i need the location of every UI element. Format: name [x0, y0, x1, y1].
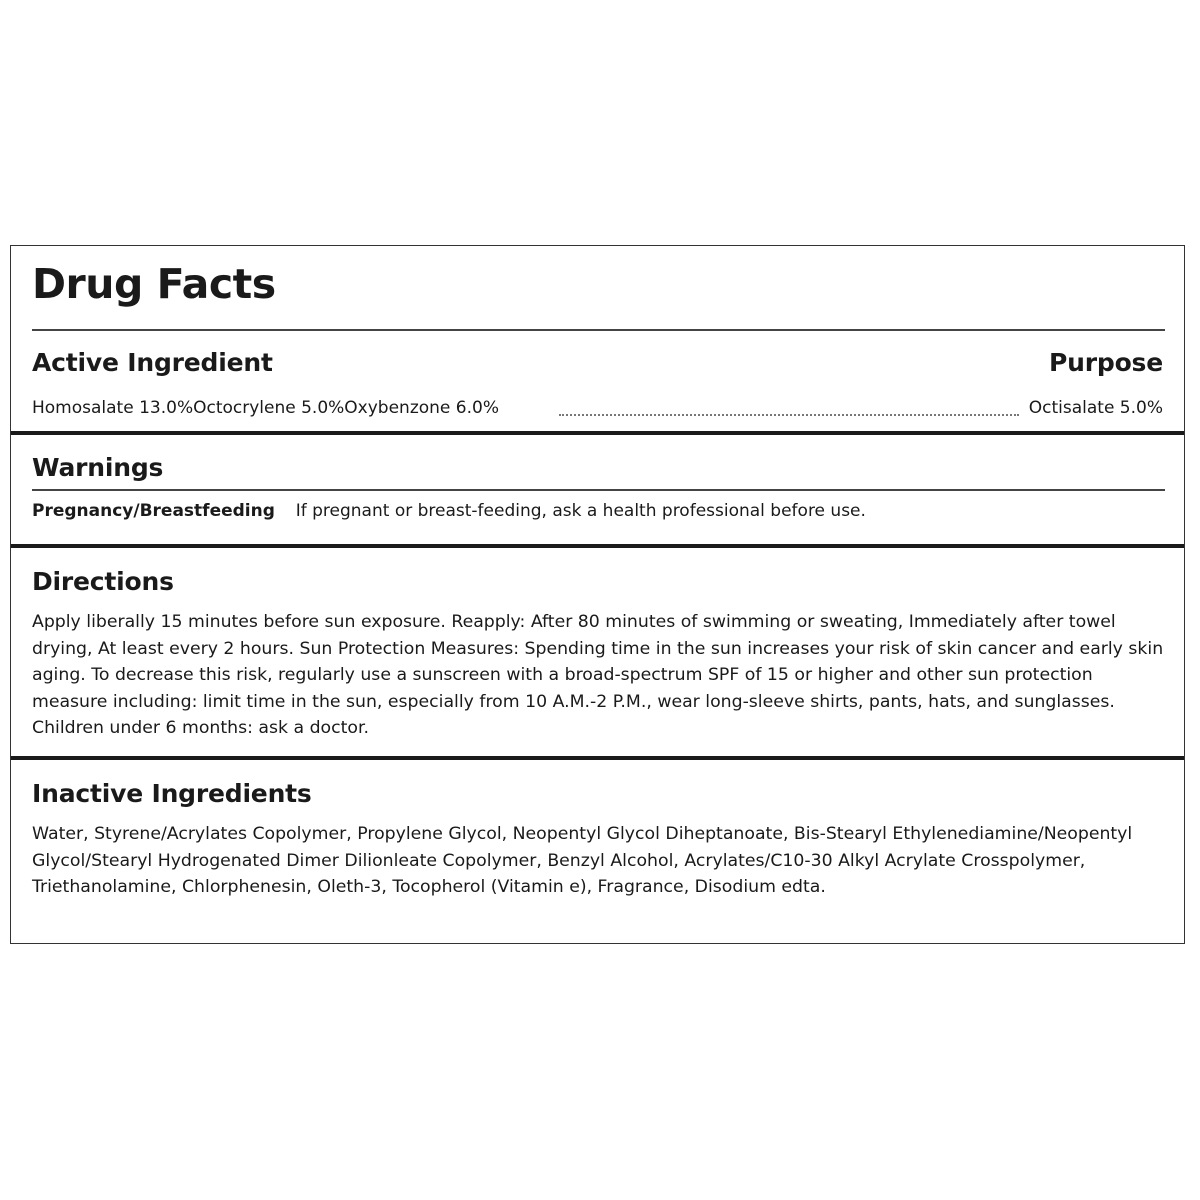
active-ingredients-list: Homosalate 13.0%Octocrylene 5.0%Oxybenzone 6.0%: [32, 398, 499, 418]
warning-label: Pregnancy/Breastfeeding: [32, 501, 275, 521]
drug-facts-panel: [10, 245, 1185, 944]
section-divider: [11, 756, 1184, 760]
page-title: Drug Facts: [32, 260, 276, 308]
warnings-row: [32, 500, 866, 522]
title-divider: [32, 329, 1165, 331]
directions-heading: Directions: [32, 567, 174, 596]
active-ingredient-heading: Active Ingredient: [32, 348, 273, 377]
section-divider: [11, 544, 1184, 548]
warning-text: If pregnant or breast-feeding, ask a health professional before use.: [295, 501, 866, 521]
purpose-heading: Purpose: [1049, 348, 1163, 377]
dot-leader: [559, 414, 1019, 416]
warnings-divider: [32, 489, 1165, 491]
warnings-heading: Warnings: [32, 453, 164, 482]
directions-text: Apply liberally 15 minutes before sun exposure. Reapply: After 80 minutes of swimming or sweating, Immediately after towel drying, At least every 2 hours. Sun Protection Measures: Spending time in the sun increases your risk of skin cancer and early skin aging. To decrease this risk, regularly use a sunscreen with a broad-spectrum SPF of 15 or higher and other sun protection measure including: limit time in the sun, especially from 10 A.M.-2 P.M., wear long-sleeve shirts, pants, hats, and sunglasses. Children under 6 months: ask a doctor.: [32, 612, 1164, 738]
section-divider: [11, 431, 1184, 435]
inactive-ingredients-heading: Inactive Ingredients: [32, 779, 312, 808]
purpose-value: Octisalate 5.0%: [1028, 398, 1163, 418]
inactive-ingredients-text: Water, Styrene/Acrylates Copolymer, Propylene Glycol, Neopentyl Glycol Diheptanoate, Bis-Stearyl Ethylenediamine/Neopentyl Glycol/Stearyl Hydrogenated Dimer Dilionleate Copolymer, Benzyl Alcohol, Acrylates/C10-30 Alkyl Acrylate Crosspolymer, Triethanolamine, Chlorphenesin, Oleth-3, Tocopherol (Vitamin e), Fragrance, Disodium edta.: [32, 824, 1133, 897]
